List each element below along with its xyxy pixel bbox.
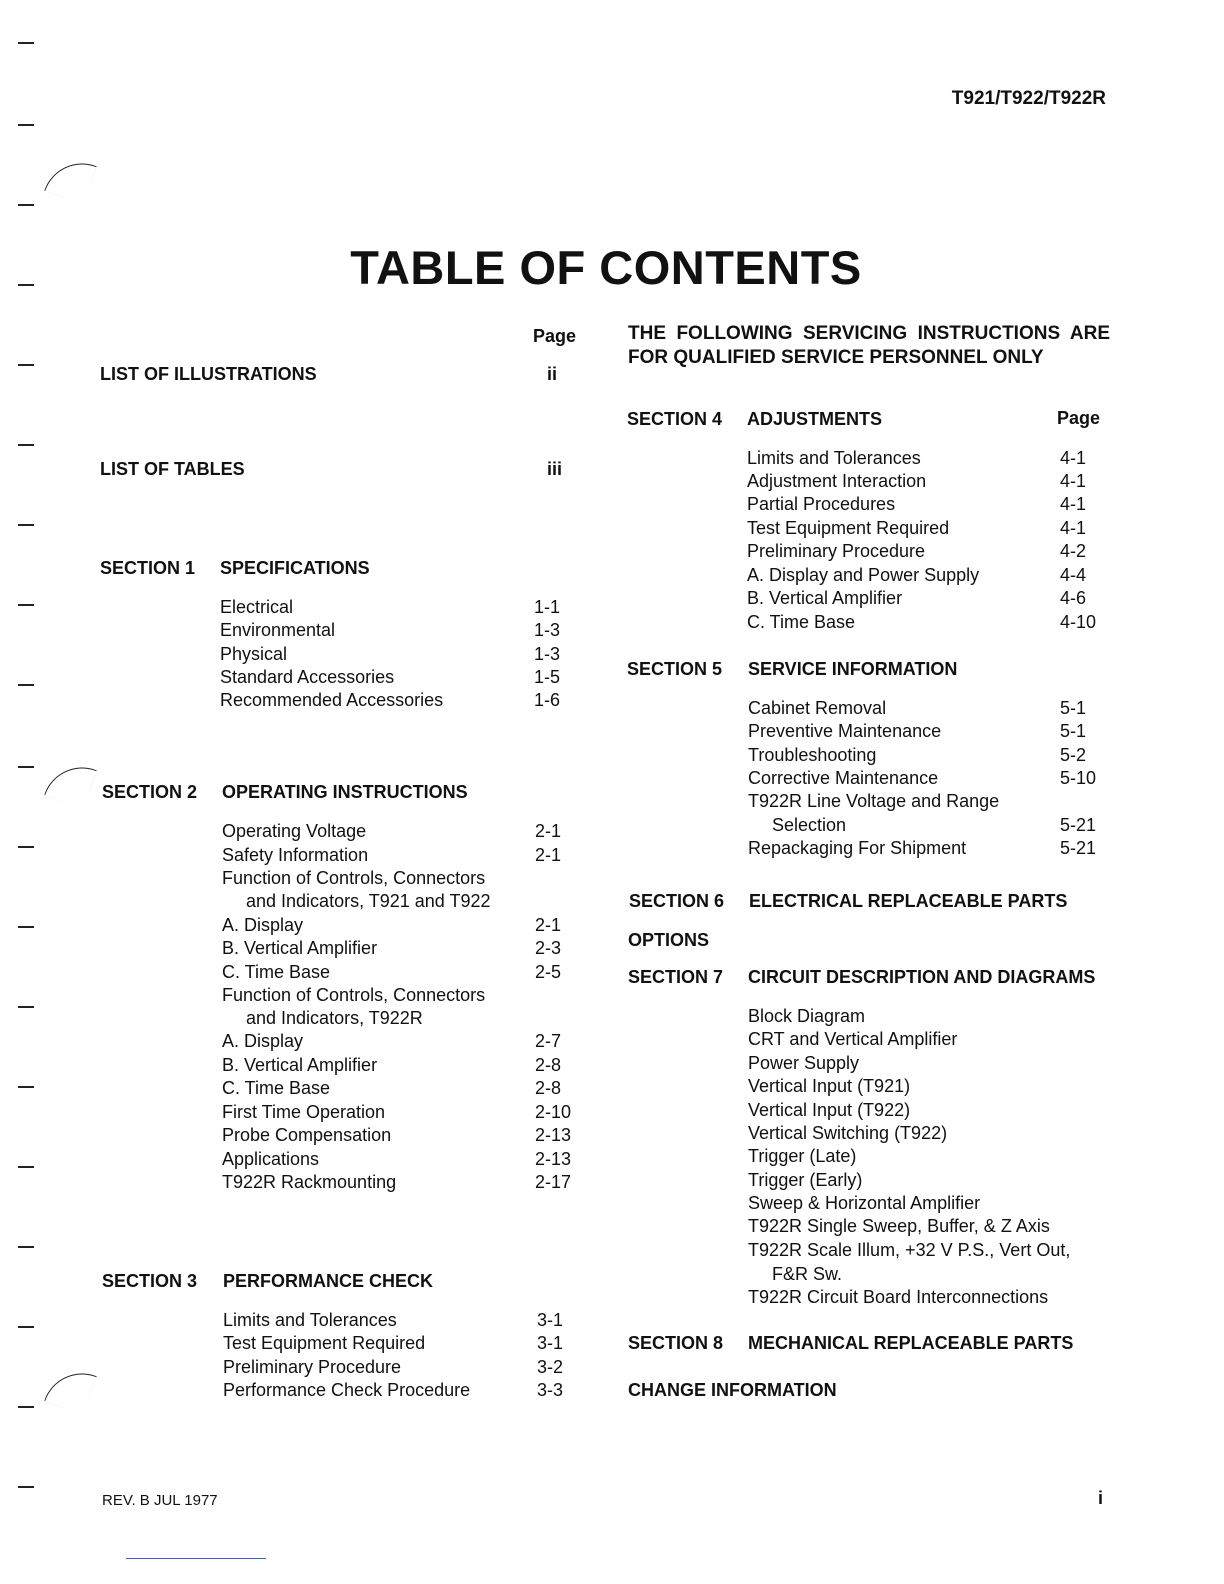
toc-page: 4-4: [1060, 565, 1087, 585]
section-title[interactable]: SPECIFICATIONS: [220, 558, 370, 578]
toc-page: 1-6: [534, 690, 561, 710]
toc-item[interactable]: B. Vertical Amplifier: [222, 938, 378, 958]
toc-item[interactable]: Trigger (Late): [748, 1146, 857, 1166]
toc-item[interactable]: T922R Rackmounting: [222, 1172, 397, 1192]
section-number: SECTION 6: [629, 891, 725, 911]
model-number: T921/T922/T922R: [951, 88, 1106, 109]
toc-page: 2-17: [535, 1172, 572, 1192]
toc-item[interactable]: Repackaging For Shipment: [748, 838, 967, 858]
section-title[interactable]: CIRCUIT DESCRIPTION AND DIAGRAMS: [748, 967, 1096, 987]
toc-item[interactable]: A. Display and Power Supply: [747, 565, 980, 585]
toc-page: 1-3: [534, 644, 561, 664]
toc-item[interactable]: Vertical Input (T922): [748, 1100, 911, 1120]
toc-item[interactable]: Probe Compensation: [222, 1125, 392, 1145]
margin-mark: [18, 1086, 34, 1088]
toc-page: 1-1: [534, 597, 561, 617]
toc-page: 2-5: [535, 962, 562, 982]
section-title[interactable]: OPERATING INSTRUCTIONS: [222, 782, 468, 802]
toc-page: ii: [547, 364, 558, 384]
margin-mark: [18, 204, 34, 206]
toc-item[interactable]: Recommended Accessories: [220, 690, 444, 710]
toc-item-continued[interactable]: and Indicators, T921 and T922: [246, 891, 491, 911]
toc-page: iii: [547, 459, 563, 479]
margin-mark: [18, 1486, 34, 1488]
toc-page: 4-1: [1060, 494, 1087, 514]
margin-mark: [18, 1166, 34, 1168]
binder-hole-mark: [44, 756, 97, 809]
toc-page: 2-13: [535, 1125, 572, 1145]
toc-item[interactable]: A. Display: [222, 915, 304, 935]
section-number: SECTION 4: [627, 409, 723, 429]
toc-item[interactable]: T922R Scale Illum, +32 V P.S., Vert Out,: [748, 1240, 1071, 1260]
margin-mark: [18, 1406, 34, 1408]
toc-page: 5-1: [1060, 721, 1087, 741]
section-number: SECTION 5: [627, 659, 723, 679]
margin-mark: [18, 444, 34, 446]
toc-page: 5-21: [1060, 815, 1097, 835]
toc-page: 3-1: [537, 1333, 564, 1353]
section-number: SECTION 2: [102, 782, 198, 802]
toc-item[interactable]: B. Vertical Amplifier: [222, 1055, 378, 1075]
margin-mark: [18, 524, 34, 526]
section-number: SECTION 8: [628, 1333, 724, 1353]
section-number: SECTION 1: [100, 558, 196, 578]
toc-item[interactable]: Troubleshooting: [748, 745, 877, 765]
toc-page: 5-1: [1060, 698, 1087, 718]
toc-item[interactable]: Vertical Switching (T922): [748, 1123, 948, 1143]
toc-item-continued[interactable]: F&R Sw.: [772, 1264, 843, 1284]
margin-mark: [18, 1006, 34, 1008]
toc-page: 2-13: [535, 1149, 572, 1169]
toc-item[interactable]: Function of Controls, Connectors: [222, 985, 486, 1005]
toc-item[interactable]: Limits and Tolerances: [223, 1310, 397, 1330]
margin-mark: [18, 684, 34, 686]
toc-item[interactable]: Block Diagram: [748, 1006, 866, 1026]
toc-item[interactable]: Trigger (Early): [748, 1170, 863, 1190]
toc-item[interactable]: Cabinet Removal: [748, 698, 887, 718]
margin-mark: [18, 1326, 34, 1328]
toc-item[interactable]: Standard Accessories: [220, 667, 395, 687]
toc-item[interactable]: Power Supply: [748, 1053, 860, 1073]
toc-entry-change-information[interactable]: CHANGE INFORMATION: [628, 1380, 837, 1400]
toc-item[interactable]: Physical: [220, 644, 288, 664]
toc-item[interactable]: Performance Check Procedure: [223, 1380, 471, 1400]
toc-item-continued[interactable]: and Indicators, T922R: [246, 1008, 423, 1028]
toc-item[interactable]: Preventive Maintenance: [748, 721, 942, 741]
toc-item[interactable]: Limits and Tolerances: [747, 448, 921, 468]
toc-page: 3-3: [537, 1380, 564, 1400]
section-number: SECTION 7: [628, 967, 724, 987]
binder-hole-mark: [44, 152, 97, 205]
page-title: TABLE OF CONTENTS: [350, 241, 862, 294]
toc-page: 5-2: [1060, 745, 1087, 765]
toc-page: 3-2: [537, 1357, 564, 1377]
revision-date: REV. B JUL 1977: [102, 1492, 218, 1509]
toc-item[interactable]: Electrical: [220, 597, 294, 617]
toc-page: 4-1: [1060, 471, 1087, 491]
toc-item[interactable]: C. Time Base: [222, 962, 331, 982]
margin-mark: [18, 846, 34, 848]
service-notice: THE FOLLOWING SERVICING INSTRUCTIONS ARE FOR QUALIFIED SERVICE PERSONNEL ONLY: [628, 323, 1110, 368]
toc-item[interactable]: C. Time Base: [747, 612, 856, 632]
toc-page: 5-10: [1060, 768, 1097, 788]
margin-mark: [18, 604, 34, 606]
toc-item[interactable]: Vertical Input (T921): [748, 1076, 911, 1096]
toc-item[interactable]: Environmental: [220, 620, 336, 640]
toc-page: 5-21: [1060, 838, 1097, 858]
toc-item[interactable]: Function of Controls, Connectors: [222, 868, 486, 888]
section-title[interactable]: SERVICE INFORMATION: [748, 659, 958, 679]
toc-page: 2-10: [535, 1102, 572, 1122]
toc-page: 2-8: [535, 1078, 562, 1098]
toc-item[interactable]: C. Time Base: [222, 1078, 331, 1098]
margin-mark: [18, 766, 34, 768]
toc-page: 4-2: [1060, 541, 1087, 561]
toc-item[interactable]: Test Equipment Required: [223, 1333, 426, 1353]
toc-item[interactable]: First Time Operation: [222, 1102, 386, 1122]
toc-page: 4-6: [1060, 588, 1087, 608]
toc-entry-list-tables[interactable]: LIST OF TABLES: [100, 459, 245, 479]
toc-page: 1-3: [534, 620, 561, 640]
toc-item[interactable]: Applications: [222, 1149, 320, 1169]
toc-item[interactable]: T922R Line Voltage and Range: [748, 791, 1000, 811]
toc-item[interactable]: B. Vertical Amplifier: [747, 588, 903, 608]
section-number: SECTION 3: [102, 1271, 198, 1291]
toc-page: 2-7: [535, 1031, 562, 1051]
toc-page: 2-1: [535, 915, 562, 935]
page-column-heading: Page: [1057, 408, 1101, 428]
toc-item[interactable]: Partial Procedures: [747, 494, 896, 514]
toc-page: 2-1: [535, 821, 562, 841]
margin-mark: [18, 42, 34, 44]
margin-mark: [18, 1246, 34, 1248]
toc-item-continued[interactable]: Selection: [772, 815, 847, 835]
binder-hole-mark: [44, 1362, 97, 1415]
toc-entry-list-illustrations[interactable]: LIST OF ILLUSTRATIONS: [100, 364, 317, 384]
toc-item[interactable]: Preliminary Procedure: [223, 1357, 402, 1377]
toc-item[interactable]: T922R Single Sweep, Buffer, & Z Axis: [748, 1216, 1050, 1236]
toc-item[interactable]: Corrective Maintenance: [748, 768, 939, 788]
toc-item[interactable]: Sweep & Horizontal Amplifier: [748, 1193, 981, 1213]
toc-page: 1-5: [534, 667, 561, 687]
scan-underline-mark: [126, 1558, 266, 1559]
margin-mark: [18, 124, 34, 126]
section-title[interactable]: PERFORMANCE CHECK: [223, 1271, 434, 1291]
margin-mark: [18, 926, 34, 928]
toc-page: 3-1: [537, 1310, 564, 1330]
section-title[interactable]: MECHANICAL REPLACEABLE PARTS: [748, 1333, 1074, 1353]
page-column-heading: Page: [533, 326, 577, 346]
section-title[interactable]: ELECTRICAL REPLACEABLE PARTS: [749, 891, 1068, 911]
toc-page: 2-8: [535, 1055, 562, 1075]
toc-item[interactable]: Adjustment Interaction: [747, 471, 927, 491]
toc-page: 4-10: [1060, 612, 1097, 632]
toc-page: 2-1: [535, 845, 562, 865]
margin-mark: [18, 364, 34, 366]
toc-entry-options[interactable]: OPTIONS: [628, 930, 710, 950]
toc-item[interactable]: Operating Voltage: [222, 821, 367, 841]
section-title[interactable]: ADJUSTMENTS: [747, 409, 883, 429]
page-number: i: [1098, 1488, 1104, 1508]
toc-item[interactable]: T922R Circuit Board Interconnections: [748, 1287, 1049, 1307]
toc-item[interactable]: Safety Information: [222, 845, 369, 865]
toc-page: 4-1: [1060, 518, 1087, 538]
toc-item[interactable]: Test Equipment Required: [747, 518, 950, 538]
toc-page: 2-3: [535, 938, 562, 958]
toc-page: 4-1: [1060, 448, 1087, 468]
toc-item[interactable]: Preliminary Procedure: [747, 541, 926, 561]
toc-item[interactable]: CRT and Vertical Amplifier: [748, 1029, 958, 1049]
toc-item[interactable]: A. Display: [222, 1031, 304, 1051]
